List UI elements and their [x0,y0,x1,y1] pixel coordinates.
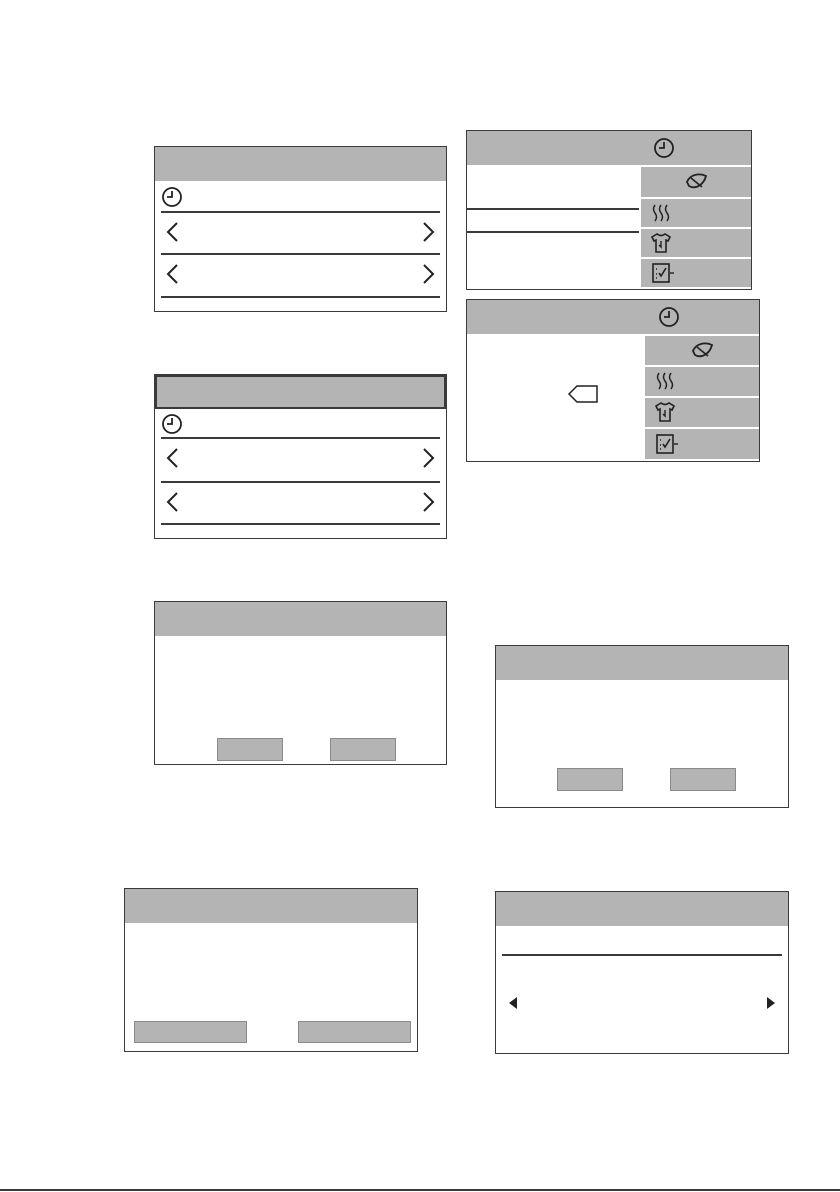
confirm-button[interactable] [134,1021,247,1043]
chevron-right-icon[interactable] [422,447,436,469]
confirm-button[interactable] [217,738,283,761]
chevron-right-icon[interactable] [422,263,436,285]
option-tile-eco[interactable] [645,336,759,365]
program-list-screen-2 [154,374,447,539]
divider [467,231,639,233]
header-bar [155,147,446,181]
tag-icon[interactable] [567,384,599,404]
header-bar [155,602,446,636]
list-row[interactable] [155,255,446,295]
chevron-right-icon[interactable] [422,221,436,243]
clock-icon[interactable] [161,413,183,435]
divider [502,954,782,956]
page-bottom-rule [0,1189,840,1191]
header-bar [467,131,751,165]
list-row[interactable] [155,439,446,479]
cancel-button[interactable] [298,1021,411,1043]
program-options-screen-2 [466,299,760,462]
option-tile-check[interactable] [645,429,759,459]
shirt-refresh-icon [650,232,672,254]
divider [467,208,639,210]
cancel-button[interactable] [330,738,396,761]
cancel-button[interactable] [670,768,736,791]
chevron-right-icon[interactable] [422,491,436,513]
steam-icon [651,203,671,223]
shirt-refresh-icon [654,401,676,423]
header-bar [125,889,417,923]
steam-icon [655,371,675,391]
value-selector-screen [495,891,789,1054]
option-tile-shirt[interactable] [641,229,751,257]
header-bar [496,892,788,926]
confirm-button[interactable] [557,768,623,791]
option-tile-check[interactable] [641,259,751,287]
option-tile-steam[interactable] [645,367,759,396]
clock-icon[interactable] [161,186,183,208]
chevron-left-icon[interactable] [165,491,179,513]
list-row[interactable] [155,213,446,253]
option-tile-eco[interactable] [641,167,751,197]
divider [161,523,440,525]
dialog-screen-2 [495,645,789,808]
checklist-icon [655,433,679,455]
list-row[interactable] [155,483,446,523]
option-tile-steam[interactable] [641,199,751,227]
option-tile-shirt[interactable] [645,398,759,427]
chevron-left-icon[interactable] [165,263,179,285]
chevron-left-icon[interactable] [165,447,179,469]
dialog-screen-1 [154,601,447,765]
program-list-screen-1 [154,146,447,312]
eco-leaf-icon [684,172,710,192]
program-options-screen-1 [466,130,752,290]
dialog-screen-3 [124,888,418,1052]
checklist-icon [651,262,675,284]
triangle-right-icon[interactable] [766,996,776,1010]
header-bar [496,646,788,680]
triangle-left-icon[interactable] [508,996,518,1010]
divider [161,296,440,298]
header-bar-selected[interactable] [155,375,446,409]
clock-icon[interactable] [653,137,675,159]
chevron-left-icon[interactable] [165,221,179,243]
clock-icon[interactable] [658,306,680,328]
eco-leaf-icon [690,341,716,361]
header-bar [467,300,759,334]
